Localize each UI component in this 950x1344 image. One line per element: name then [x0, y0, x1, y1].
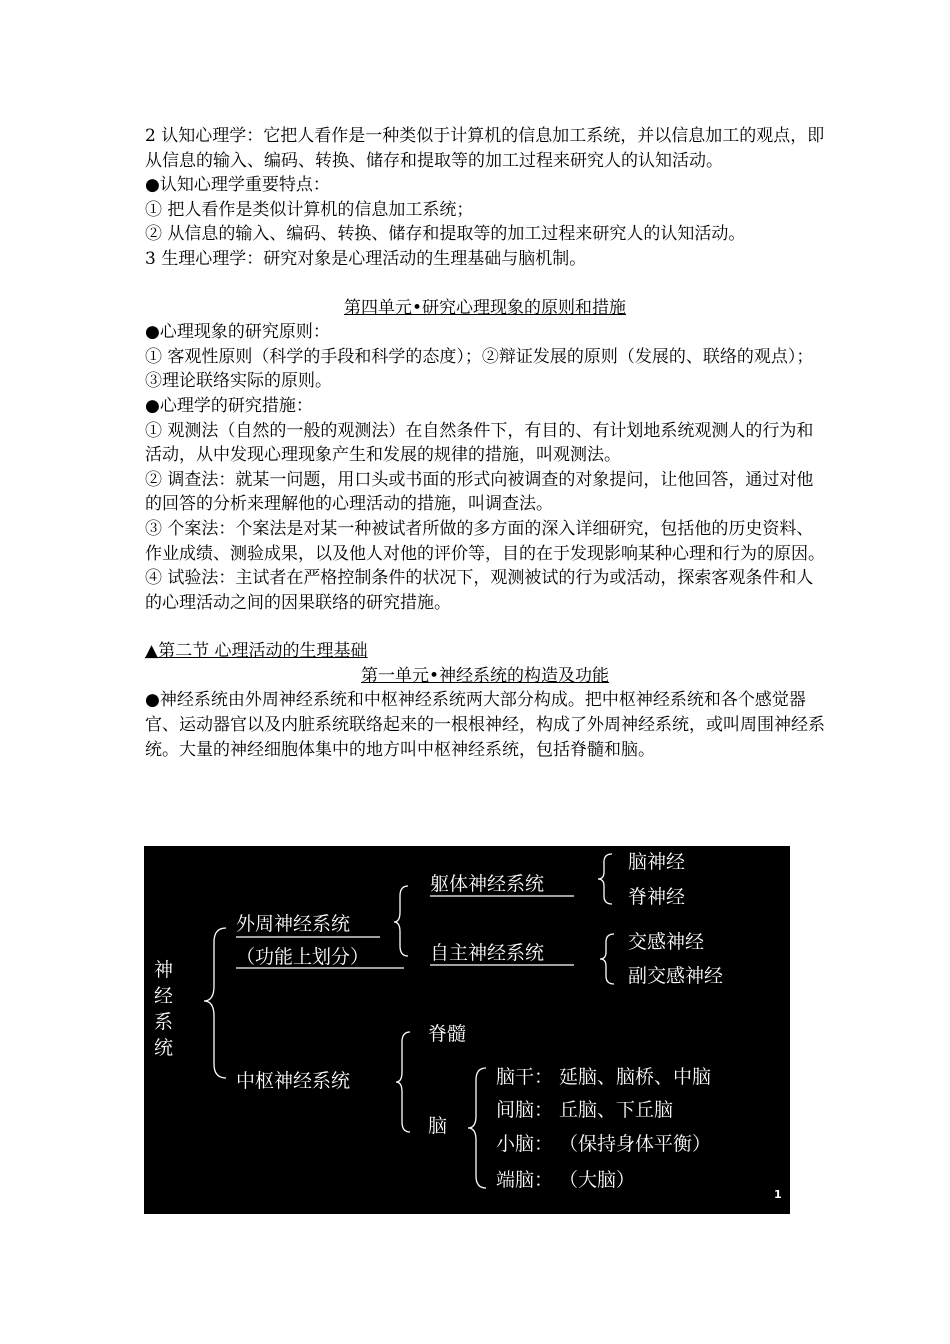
paragraph-feature-2: ② 从信息的输入、编码、转换、储存和提取等的加工过程来研究人的认知活动。	[145, 224, 746, 245]
section-heading-unit-1: 第一单元•神经系统的构造及功能	[360, 665, 610, 686]
label-somatic: 躯体神经系统	[430, 873, 545, 895]
root-char-4: 统	[154, 1037, 174, 1059]
brace-brain	[468, 1068, 486, 1188]
label-telencephalon: 端脑： （大脑）	[496, 1169, 636, 1191]
nervous-system-diagram	[144, 846, 790, 1214]
brace-root	[204, 928, 226, 1078]
label-peripheral: 外周神经系统	[236, 913, 351, 935]
brace-autonomic	[600, 934, 614, 984]
paragraph-methods-heading: ●心理学的研究措施：	[145, 395, 313, 416]
paragraph-case-method: ③ 个案法：个案法是对某一种被试者所做的多方面的深入详细研究，包括他的历史资料、作业成绩、测验成果，以及他人对他的评价等，目的在于发现影响某种心理和行为的原因。	[145, 518, 825, 564]
label-cranial-nerve: 脑神经	[628, 851, 686, 873]
paragraph-experiment-method: ④ 试验法：主试者在严格控制条件的状况下，观测被试的行为或活动，探索客观条件和人的心理活动之间的因果联络的研究措施。	[145, 568, 814, 613]
document-body	[145, 124, 825, 762]
brace-central	[396, 1032, 410, 1132]
label-autonomic: 自主神经系统	[430, 942, 545, 964]
section-heading-part-2: ▲第二节 心理活动的生理基础	[145, 641, 368, 662]
brace-peripheral	[394, 886, 408, 956]
root-char-2: 经	[154, 985, 174, 1007]
paragraph-feature-1: ① 把人看作是类似计算机的信息加工系统；	[145, 199, 474, 220]
paragraph-principles: ① 客观性原则（科学的手段和科学的态度）；②辩证发展的原则（发展的、联络的观点）；③理论联络实际的原则。	[145, 346, 814, 392]
paragraph-nervous-system: ●神经系统由外周神经系统和中枢神经系统两大部分构成。把中枢神经系统和各个感觉器官、运动器官以及内脏系统联络起来的一根根神经，构成了外周神经系统，或叫周围神经系统。大量的神经细胞体集中的地方叫中枢神经系统，包括脊髓和脑。	[145, 690, 825, 760]
paragraph-observation-method: ① 观测法（自然的一般的观测法）在自然条件下，有目的、有计划地系统观测人的行为和活动，从中发现心理现象产生和发展的规律的措施，叫观测法。	[145, 420, 814, 466]
label-brain: 脑	[428, 1115, 448, 1137]
paragraph-cognitive-psychology: 2 认知心理学：它把人看作是一种类似于计算机的信息加工系统，并以信息加工的观点，即从信息的输入、编码、转换、储存和提取等的加工过程来研究人的认知活动。	[145, 126, 825, 171]
paragraph-survey-method: ② 调查法：就某一问题，用口头或书面的形式向被调查的对象提问，让他回答，通过对他的回答的分析来理解他的心理活动的措施，叫调查法。	[145, 469, 814, 515]
label-sympathetic: 交感神经	[628, 931, 705, 953]
paragraph-cognitive-features-heading: ●认知心理学重要特点：	[145, 175, 330, 196]
label-parasympathetic: 副交感神经	[628, 965, 724, 987]
label-cerebellum: 小脑： （保持身体平衡）	[496, 1133, 712, 1155]
paragraph-physiological-psychology: 3 生理心理学：研究对象是心理活动的生理基础与脑机制。	[145, 248, 587, 269]
label-central: 中枢神经系统	[236, 1070, 351, 1092]
section-heading-unit-4: 第四单元•研究心理现象的原则和措施	[343, 297, 627, 318]
root-char-1: 神	[154, 959, 174, 981]
brace-somatic	[598, 854, 612, 904]
label-spinal-nerve: 脊神经	[628, 886, 686, 908]
label-diencephalon: 间脑： 丘脑、下丘脑	[496, 1099, 674, 1121]
slide-number: 1	[774, 1188, 782, 1201]
label-brainstem: 脑干： 延脑、脑桥、中脑	[496, 1066, 712, 1088]
root-char-3: 系	[154, 1011, 174, 1033]
paragraph-principles-heading: ●心理现象的研究原则：	[145, 322, 330, 343]
label-peripheral-note: （功能上划分）	[236, 946, 370, 968]
diagram-canvas	[144, 846, 790, 1214]
label-spinal-cord: 脊髓	[428, 1023, 467, 1045]
